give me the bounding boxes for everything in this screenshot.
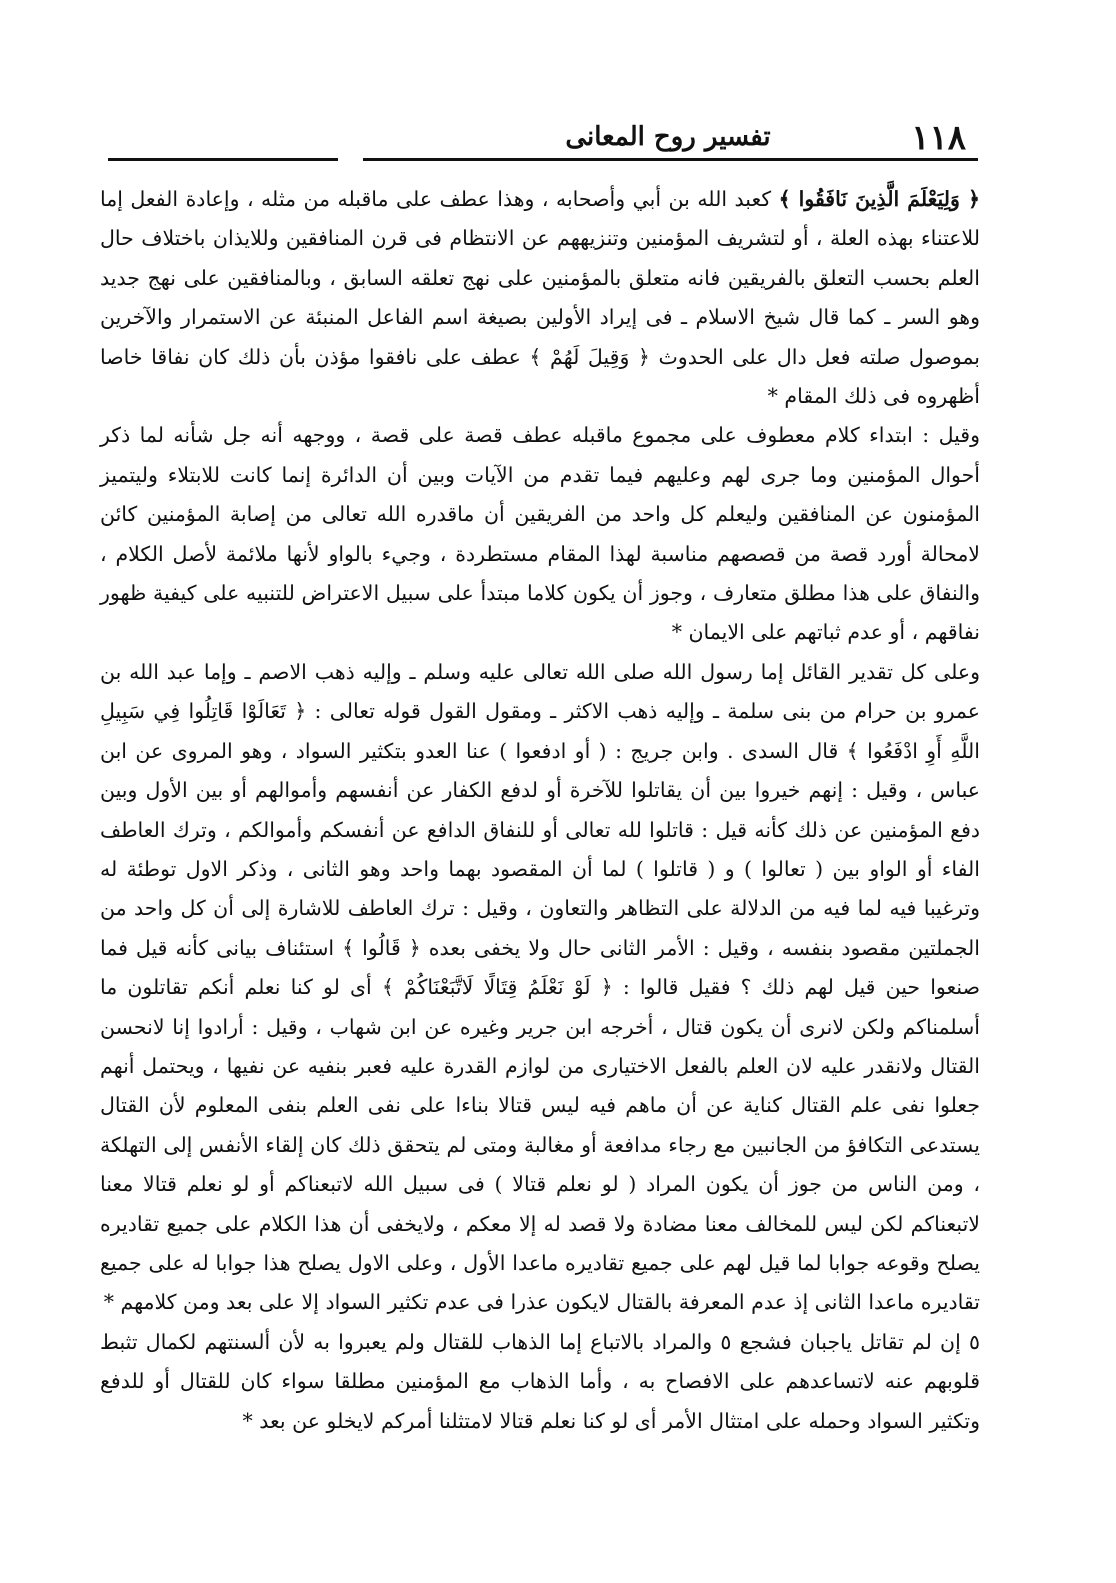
paragraph-text: وقيل : ابتداء كلام معطوف على مجموع ماقبله عطف قصة على قصة ، ووجهه أنه جل شأنه لما ذكر أحوال المؤمنين وما جرى لهم وعليهم فيما تقدم من الآيات وبين أن الدائرة إنما كانت للابتلاء وليتميز المؤمنون عن المنافقين وليعلم كل واحد من الفريقين أن ماقدره الله تعالى من إصابة المؤمنين كائن لامحالة أورد قصة من قصصهم مناسبة لهذا المقام مستطردة ، وجيء بالواو لأنها ملائمة لأصل الكلام ، والنفاق على هذا مطلق متعارف ، وجوز أن يكون كلاما مبتدأ على سبيل الاعتراض للتنبيه على كيفية ظهور نفاقهم ، أو عدم ثباتهم على الايمان * bbox=[100, 423, 980, 645]
page-header bbox=[108, 118, 978, 160]
paragraph-text: ٥ إن لم تقاتل ياجبان فشجع ٥ والمراد بالاتباع إما الذهاب للقتال ولم يعبروا به لأن ألسنتهم لكمال تثبط قلوبهم عنه لاتساعدهم على الافصاح به ، وأما الذهاب مع المؤمنين مطلقا سواء كان للقتال أو للدفع وتكثير السواد وحمله على امتثال الأمر أى لو كنا نعلم قتالا لامتثلنا أمركم لايخلو عن بعد * bbox=[100, 1329, 980, 1433]
paragraph-text: وعلى كل تقدير القائل إما رسول الله صلى الله تعالى عليه وسلم ـ وإليه ذهب الاصم ـ وإما عبد الله بن عمرو بن حرام من بنى سلمة ـ وإليه ذهب الاكثر ـ ومقول القول قوله تعالى : ﴿ تَعَالَوْا قَاتِلُوا فِي سَبِيلِ اللَّهِ أَوِ ادْفَعُوا ﴾ قال السدى . وابن جريج : ( أو ادفعوا ) عنا العدو بتكثير السواد ، وهو المروى عن ابن عباس ، وقيل : إنهم خيروا بين أن يقاتلوا للآخرة أو لدفع الكفار عن أنفسهم وأموالهم أو بين الأول وبين دفع المؤمنين عن ذلك كأنه قيل : قاتلوا لله تعالى أو للنفاق الدافع عن أنفسكم وأموالكم ، وترك العاطف الفاء أو الواو بين ( تعالوا ) و ( قاتلوا ) لما أن المقصود بهما واحد وهو الثانى ، وذكر الاول توطئة له وترغيبا فيه لما فيه من الدلالة على التظاهر والتعاون ، وقيل : ترك العاطف للاشارة إلى أن كل واحد من الجملتين مقصود بنفسه ، وقيل : الأمر الثانى حال ولا يخفى بعده ﴿ قَالُوا ﴾ استئناف بيانى كأنه قيل فما صنعوا حين قيل لهم ذلك ؟ فقيل قالوا : ﴿ لَوْ نَعْلَمُ قِتَالًا لَاتَّبَعْنَاكُمْ ﴾ أى لو كنا نعلم أنكم تقاتلون ما أسلمناكم ولكن لانرى أن يكون قتال ، أخرجه ابن جرير وغيره عن ابن شهاب ، وقيل : أرادوا إنا لانحسن القتال ولانقدر عليه لان العلم بالفعل الاختيارى من لوازم القدرة عليه فعبر بنفيه عن نفيها ، ويحتمل أنهم جعلوا نفى علم القتال كناية عن أن ماهم فيه ليس قتالا بناءا على نفى العلم بنفى المعلوم لأن القتال يستدعى التكافؤ من الجانبين مع رجاء مدافعة أو مغالبة ومتى لم يتحقق ذلك كان إلقاء الأنفس إلى التهلكة ، ومن الناس من جوز أن يكون المراد ( لو نعلم قتالا ) فى سبيل الله لاتبعناكم أو لو نعلم قتالا معنا لاتبعناكم لكن ليس للمخالف معنا مضادة ولا قصد له إلا معكم ، ولايخفى أن هذا الكلام على جميع تقاديره يصلح وقوعه جوابا لما قيل لهم على جميع تقاديره ماعدا الأول ، وعلى الاول يصلح هذا جوابا له على جميع تقاديره ماعدا الثانى إذ عدم المعرفة بالقتال لايكون عذرا فى عدم تكثير السواد إلا على بعد ومن كلامهم * bbox=[100, 659, 980, 1315]
paragraph-3 bbox=[100, 653, 980, 1323]
page-number: ١١٨ bbox=[911, 118, 966, 158]
quranic-verse: ﴿ وَلِيَعْلَمَ الَّذِينَ نَافَقُوا ﴾ bbox=[778, 187, 980, 211]
header-rule-left bbox=[108, 158, 338, 161]
paragraph-2 bbox=[100, 416, 980, 652]
paragraph-text: كعبد الله بن أبي وأصحابه ، وهذا عطف على ماقبله من مثله ، وإعادة الفعل إما للاعتناء بهذه العلة ، أو لتشريف المؤمنين وتنزيههم عن الانتظام فى قرن المنافقين وللايذان باختلاف حال العلم بحسب التعلق بالفريقين فانه متعلق بالمؤمنين على نهج تعلقه السابق ، وبالمنافقين على نهج جديد وهو السر ـ كما قال شيخ الاسلام ـ فى إيراد الأولين بصيغة اسم الفاعل المنبئة عن الاستمرار والآخرين بموصول صلته فعل دال على الحدوث ﴿ وَقِيلَ لَهُمْ ﴾ عطف على نافقوا مؤذن بأن ذلك كان نفاقا خاصا أظهروه فى ذلك المقام * bbox=[100, 187, 980, 409]
commentary-body bbox=[100, 180, 980, 1441]
paragraph-4 bbox=[100, 1323, 980, 1441]
running-title: تفسير روح المعانى bbox=[565, 122, 771, 152]
paragraph-1 bbox=[100, 180, 980, 416]
header-rule-right bbox=[363, 158, 978, 161]
